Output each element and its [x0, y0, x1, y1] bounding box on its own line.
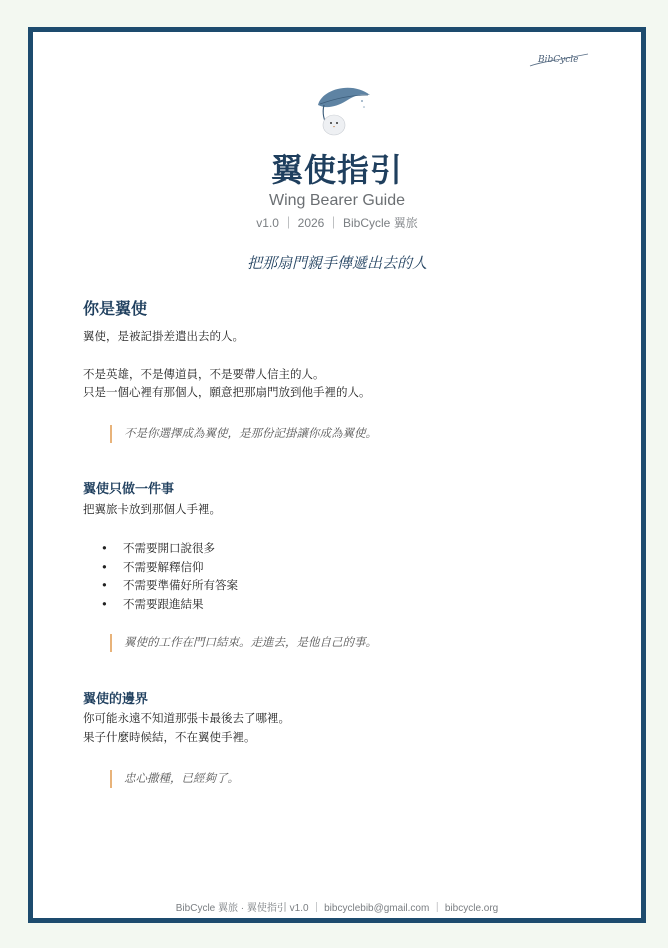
paragraph: 果子什麼時候結，不在翼使手裡。	[83, 730, 256, 744]
paragraph: 翼使，是被記掛差遣出去的人。	[83, 329, 244, 343]
tagline: 把那扇門親手傳遞出去的人	[246, 254, 427, 272]
paragraph: 你可能永遠不知道那張卡最後去了哪裡。	[83, 711, 290, 725]
document-page	[28, 27, 646, 923]
section-heading: 你是翼使	[83, 299, 148, 318]
signature-logo	[528, 48, 590, 70]
bird-under-leaf-icon	[312, 83, 372, 139]
page-footer: BibCycle 翼旅 · 翼使指引 v1.0 ｜ bibcyclebib@gmail.com ｜ bibcycle.org	[175, 903, 499, 914]
svg-text:BibCycle: BibCycle	[538, 55, 579, 65]
pull-quote: 忠心撒種，已經夠了。	[110, 770, 239, 788]
section-heading: 翼使只做一件事	[83, 482, 175, 497]
bullet-list	[83, 539, 238, 613]
list-item: • 不需要開口說很多	[101, 541, 215, 555]
list-item: • 不需要跟進結果	[101, 596, 204, 611]
version-meta: v1.0 ｜ 2026 ｜ BibCycle 翼旅	[256, 216, 418, 230]
paragraph: 不是英雄，不是傳道員，不是要帶人信主的人。	[83, 367, 325, 381]
page-title: 翼使指引	[270, 151, 403, 189]
pull-quote: 翼使的工作在門口結束。走進去，是他自己的事。	[110, 634, 377, 652]
list-item: • 不需要解釋信仰	[101, 559, 204, 574]
page-subtitle: Wing Bearer Guide	[268, 192, 406, 209]
list-item: • 不需要準備好所有答案	[101, 578, 238, 592]
section-heading: 翼使的邊界	[83, 692, 149, 707]
pull-quote: 不是你選擇成為翼使，是那份記掛讓你成為翼使。	[110, 425, 377, 443]
paragraph: 只是一個心裡有那個人，願意把那扇門放到他手裡的人。	[83, 385, 371, 399]
paragraph: 把翼旅卡放到那個人手裡。	[83, 502, 221, 516]
